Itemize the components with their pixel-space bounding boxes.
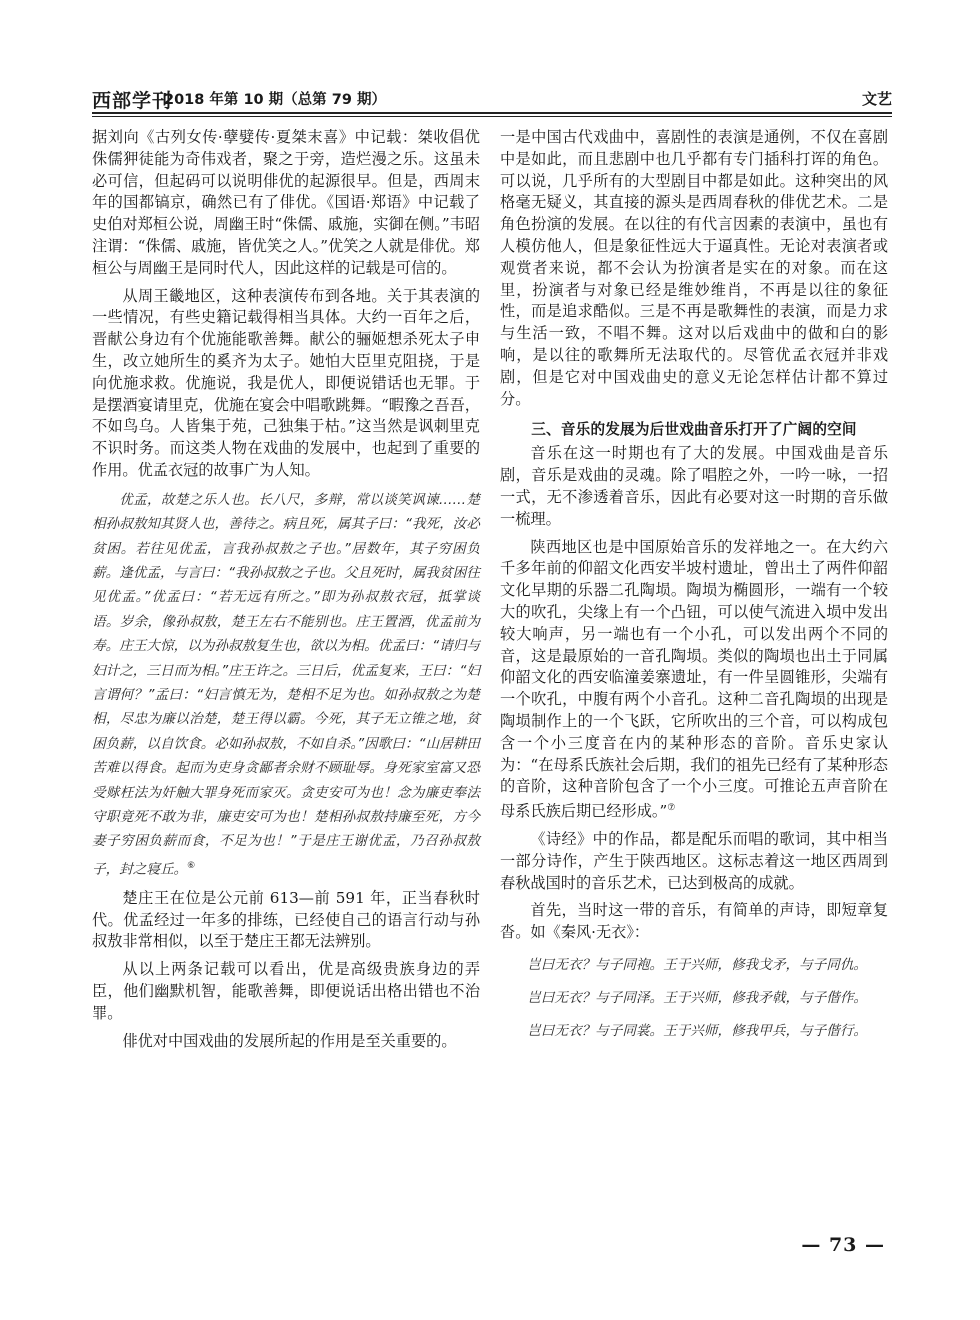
journal-logo: 西部学刊 <box>92 90 173 112</box>
poem-stanza: 岂曰无衣？与子同泽。王于兴师，修我矛戟，与子偕作。 <box>527 989 868 1006</box>
header-rule-thin <box>92 116 892 117</box>
paragraph: 俳优对中国戏曲的发展所起的作用是至关重要的。 <box>122 1031 457 1050</box>
paragraph-text: 陕西地区也是中国原始音乐的发祥地之一。在大约六千多年前的仰韶文化西安半坡村遗址，曾出土了两件仰韶文化早期的乐器二孔陶埙。陶埙为椭圆形，一端有一个较大的吹孔，尖缘上有一个凸钮，可以使气流进入埙中发出较大响声，另一端也有一个小孔，可以发出两个不同的音，这是最原始的一音孔陶埙。类似的陶埙也出土于同属仰韶文化的西安临潼姜寨遗址，有一件呈圆锥形，尖端有一个吹孔，中腹有两个小音孔。这种二音孔陶埙的出现是陶埙制作上的一个飞跃，它所吹出的三个音，可以构成包含一个小三度音在内的某种形态的音阶。音乐史家认为：“在母系氏族社会后期，我们的祖先已经有了某种形态的音阶，这种音阶包含了一个小三度。可推论五声音阶在母系氏族后期已经形成。” <box>500 537 888 821</box>
paragraph: 《诗经》中的作品，都是配乐而唱的歌词，其中相当一部分诗作，产生于陕西地区。这标志着这一地区西周到春秋战国时的音乐艺术，已达到极高的成就。 <box>500 829 888 892</box>
page-number: — 73 — <box>801 1234 885 1256</box>
running-header <box>92 80 892 114</box>
issue-info: 2018 年第 10 期（总第 79 期） <box>164 92 386 108</box>
footnote-marker: ⑥ <box>187 860 196 871</box>
paragraph: 首先，当时这一带的音乐，有简单的声诗，即短章复沓。如《秦风·无衣》： <box>500 901 888 942</box>
poem-stanza: 岂曰无衣？与子同袍。王于兴师，修我戈矛，与子同仇。 <box>527 956 868 973</box>
section-label: 文艺 <box>861 90 892 108</box>
paragraph: 从以上两条记载可以看出，优是高级贵族身边的弄臣，他们幽默机智，能歌善舞，即便说话出格出错也不治罪。 <box>92 960 480 1022</box>
block-quote <box>92 488 480 882</box>
paragraph: 一是中国古代戏曲中，喜剧性的表演是通例，不仅在喜剧中是如此，而且悲剧中也几乎都有专门插科打诨的角色。可以说，几乎所有的大型剧目中都是如此。这种突出的风格毫无疑义，其直接的源头是西周春秋的俳优艺术。二是角色扮演的发展。在以往的有代言因素的表演中，虽也有人模仿他人，但是象征性远大于逼真性。无论对表演者或观赏者来说，都不会认为扮演者是实在的对象。而在这里，扮演者与对象已经是维妙维肖，不再是以往的象征性，而是追求酷似。三是不再是歌舞性的表演，而是力求与生活一致，不唱不舞。这对以后戏曲中的做和白的影响，是以往的歌舞所无法取代的。尽管优孟衣冠并非戏剧，但是它对中国戏曲史的意义无论怎样估计都不算过分。 <box>500 128 888 408</box>
block-quote-text: 优孟，故楚之乐人也。长八尺，多辩，常以谈笑讽谏……楚相孙叔敖知其贤人也，善待之。病且死，属其子曰：“我死，汝必贫困。若往见优孟，言我孙叔敖之子也。”居数年，其子穷困负薪。逢优孟，与言曰：“我孙叔敖之子也。父且死时，属我贫困往见优孟。”优孟曰：“若无远有所之。”即为孙叔敖衣冠，抵掌谈语。岁余，像孙叔敖，楚王左右不能别也。庄王置酒，优孟前为寿。庄王大惊，以为孙叔敖复生也，欲以为相。优孟曰：“请归与妇计之，三日而为相。”庄王许之。三日后，优孟复来，王曰：“妇言谓何？”孟曰：“妇言慎无为，楚相不足为也。如孙叔敖之为楚相，尽忠为廉以治楚，楚王得以霸。今死，其子无立锥之地，贫困负薪，以自饮食。必如孙叔敖，不如自杀。”因歌曰：“山居耕田苦难以得食。起而为吏身贪鄙者余财不顾耻辱。身死家室富又恐受赇枉法为奸触大罪身死而家灭。贪吏安可为也！念为廉吏奉法守职竟死不敢为非，廉吏安可为也！楚相孙叔敖持廉至死，方今妻子穷困负薪而食，不足为也！”于是庄王谢优孟，乃召孙叔敖子，封之寝丘。 <box>92 491 480 878</box>
paragraph: 楚庄王在位是公元前 613—前 591 年，正当春秋时代。优孟经过一年多的排练，已经使自己的语言行动与孙叔敖非常相似，以至于楚庄王都无法辨别。 <box>92 888 480 951</box>
poem-stanza: 岂曰无衣？与子同裳。王于兴师，修我甲兵，与子偕行。 <box>527 1022 868 1039</box>
paragraph <box>500 537 888 823</box>
paragraph: 据刘向《古列女传·孽嬖传·夏桀末喜》中记载：桀收倡优侏儒狎徒能为奇伟戏者，聚之于旁，造烂漫之乐。这虽未必可信，但起码可以说明俳优的起源很早。但是，西周末年的国都镐京，确然已有了俳优。《国语·郑语》中记载了史伯对郑桓公说，周幽王时“侏儒、戚施，实御在侧。”韦昭注谓：“侏儒、戚施，皆优笑之人。”优笑之人就是俳优。郑桓公与周幽王是同时代人，因此这样的记载是可信的。 <box>92 128 480 277</box>
left-column <box>92 127 480 1052</box>
header-rule-thick <box>92 112 892 114</box>
section-heading: 三、音乐的发展为后世戏曲音乐打开了广阔的空间 <box>531 421 857 439</box>
paragraph: 音乐在这一时期也有了大的发展。中国戏曲是音乐剧，音乐是戏曲的灵魂。除了唱腔之外，一吟一咏，一招一式，无不渗透着音乐，因此有必要对这一时期的音乐做一梳理。 <box>500 444 888 528</box>
paragraph: 从周王畿地区，这种表演传布到各地。关于其表演的一些情况，有些史籍记载得相当具体。大约一百年之后，晋献公身边有个优施能歌善舞。献公的骊姬想杀死太子申生，改立她所生的奚齐为太子。她怕大臣里克阻挠，于是向优施求救。优施说，我是优人，即便说错话也无罪。于是摆酒宴请里克，优施在宴会中唱歌跳舞。“暇豫之吾吾，不如鸟乌。人皆集于苑，己独集于枯。”这当然是讽刺里克不识时务。而这类人物在戏曲的发展中，也起到了重要的作用。优孟衣冠的故事广为人知。 <box>92 286 480 479</box>
footnote-marker: ⑦ <box>667 803 676 814</box>
right-column <box>500 127 888 1043</box>
